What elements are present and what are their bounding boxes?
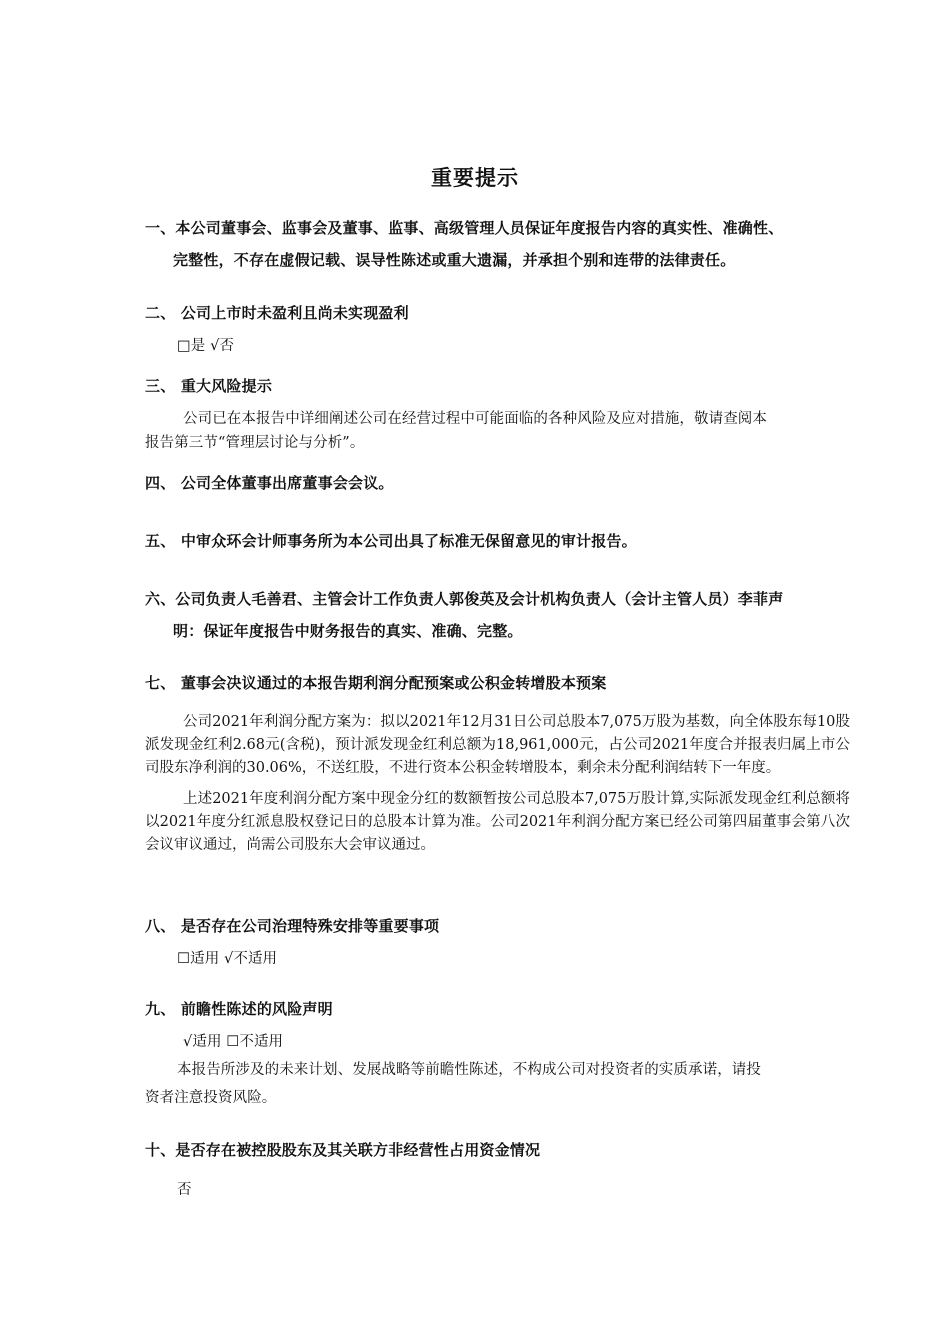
section-7-paragraph-1: 公司2021年利润分配方案为：拟以2021年12月31日公司总股本7,075万股为基数，向全体股东每10股派发现金红利2.68元(含税)，预计派发现金红利总额为18,961,000元，占公司2021年度合并报表归属上市公司股东净利润的30.06%，不送红股，不进行资本公积金转增股本，剩余未分配利润结转下一年度。 <box>145 714 850 776</box>
section-3-line-2: 报告第三节“管理层讨论与分析”。 <box>145 435 365 451</box>
section-6-line-2: 明：保证年度报告中财务报告的真实、准确、完整。 <box>173 622 523 640</box>
section-2-options: □是 √否 <box>177 338 235 354</box>
section-9-line-2: 资者注意投资风险。 <box>145 1090 277 1106</box>
page-title: 重要提示 <box>431 166 519 190</box>
section-7-body <box>145 711 850 857</box>
section-10-heading: 十、是否存在被控股股东及其关联方非经营性占用资金情况 <box>145 1141 541 1159</box>
section-9-line-1: 本报告所涉及的未来计划、发展战略等前瞻性陈述，不构成公司对投资者的实质承诺，请投 <box>177 1062 761 1078</box>
section-8-heading: 八、 是否存在公司治理特殊安排等重要事项 <box>145 917 440 935</box>
section-4-heading: 四、 公司全体董事出席董事会会议。 <box>145 474 394 492</box>
section-7-paragraph-2: 上述2021年度利润分配方案中现金分红的数额暂按公司总股本7,075万股计算,实际派发现金红利总额将以2021年度分红派息股权登记日的总股本计算为准。公司2021年利润分配方案已经公司第四届董事会第八次会议审议通过，尚需公司股东大会审议通过。 <box>145 791 850 853</box>
section-3-line-1: 公司已在本报告中详细阐述公司在经营过程中可能面临的各种风险及应对措施，敬请查阅本 <box>183 411 767 427</box>
section-6-line-1: 六、公司负责人毛善君、主管会计工作负责人郭俊英及会计机构负责人（会计主管人员）李菲声 <box>145 590 784 608</box>
section-1-line-1: 一、本公司董事会、监事会及董事、监事、高级管理人员保证年度报告内容的真实性、准确性、 <box>145 219 784 237</box>
section-9-options: √适用 ☐不适用 <box>183 1034 284 1050</box>
section-1-line-2: 完整性，不存在虚假记载、误导性陈述或重大遗漏，并承担个别和连带的法律责任。 <box>173 251 736 269</box>
section-5-heading: 五、 中审众环会计师事务所为本公司出具了标准无保留意见的审计报告。 <box>145 532 637 550</box>
section-8-options: ☐适用 √不适用 <box>177 951 278 967</box>
section-7-heading: 七、 董事会决议通过的本报告期利润分配预案或公积金转增股本预案 <box>145 674 607 692</box>
section-9-heading: 九、 前瞻性陈述的风险声明 <box>145 1000 333 1018</box>
section-10-answer: 否 <box>177 1182 192 1198</box>
section-3-heading: 三、 重大风险提示 <box>145 377 273 395</box>
section-2-heading: 二、 公司上市时未盈利且尚未实现盈利 <box>145 304 409 322</box>
